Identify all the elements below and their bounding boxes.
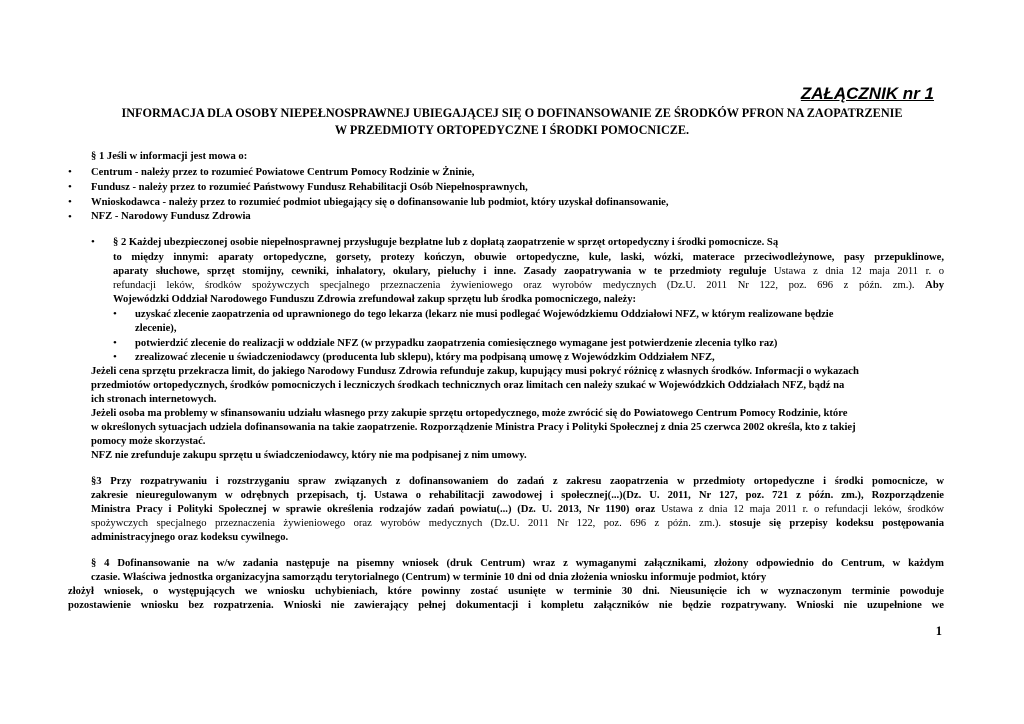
section3-line: §3 Przy rozpatrywaniu i rozstrzyganiu spraw związanych z dofinansowaniem do zadań z zakresu zaopatrzenia w przedmioty ortopedyczne i środki pomocnicze, w <box>91 476 944 487</box>
section3-line: administracyjnego oraz kodeksu cywilnego. <box>91 532 289 543</box>
bullet-icon: • <box>113 308 117 320</box>
section2-bold-text: aparaty słuchowe, sprzęt stomijny, cewniki, inhalatory, okulary, pieluchy i inne. Zasady zaopatrywania w te przedmioty reguluje <box>113 266 767 277</box>
section3-bold-text: Ministra Pracy i Polityki Społecznej w sprawie określenia rodzajów zadań powiatu(...) (Dz. U. 2013, Nr 1190) oraz <box>91 504 656 515</box>
list-item: potwierdzić zlecenie do realizacji w oddziale NFZ (w przypadku zaopatrzenia comiesięcznego wymagane jest potwierdzenie zlecenia tylko raz) <box>135 338 778 349</box>
section2-paragraph-line: NFZ nie zrefunduje zakupu sprzętu u świadczeniodawcy, który nie ma podpisanej z nim umowy. <box>91 450 527 461</box>
section2-paragraph-line: Jeżeli cena sprzętu przekracza limit, do jakiego Narodowy Fundusz Zdrowia refunduje zakup, kupujący musi pokryć różnicę z własnych środków. Informacji o wykazach <box>91 366 859 377</box>
section2-paragraph-line: przedmiotów ortopedycznych, środków pomocniczych i leczniczych środkach technicznych oraz limitach cen należy szukać w Wojewódzkich Oddziałach NFZ, bądź na <box>91 380 845 391</box>
bullet-icon: • <box>68 166 72 178</box>
document-title <box>60 105 964 139</box>
section4-line: § 4 Dofinansowanie na w/w zadania następuje na pisemny wniosek (druk Centrum) wraz z wymaganymi załącznikami, złożony odpowiednio do Centrum, w każdym <box>91 558 944 569</box>
section2-paragraph-line: w określonych sytuacjach udziela dofinansowania na takie zaopatrzenie. Rozporządzenie Ministra Pracy i Polityki Społecznej z dnia 25 czerwca 2002 określa, kto z takiej <box>91 422 856 433</box>
bullet-icon: • <box>68 181 72 193</box>
title-line-2: W PRZEDMIOTY ORTOPEDYCZNE I ŚRODKI POMOCNICZE. <box>334 123 690 137</box>
section2-paragraph-line: pomocy może skorzystać. <box>91 436 206 447</box>
title-line-1: INFORMACJA DLA OSOBY NIEPEŁNOSPRAWNEJ UBIEGAJĄCEJ SIĘ O DOFINANSOWANIE ZE ŚRODKÓW PFRON NA ZAOPATRZENIE <box>121 106 903 120</box>
list-item: zlecenie), <box>135 323 177 334</box>
section3-bold-text: stosuje się przepisy kodeksu postępowania <box>729 518 944 529</box>
section2-normal-text: refundacji leków, środków spożywczych specjalnego przeznaczenia żywieniowego oraz wyrobów medycznych (Dz.U. 2011 Nr 122, poz. 696 z późn. zm.). <box>113 280 915 291</box>
bullet-icon: • <box>68 211 72 223</box>
section3-normal-text: Ustawa z dnia 12 maja 2011 r. o refundacji leków, środków <box>661 504 944 515</box>
section3-normal-text: spożywczych specjalnego przeznaczenia żywieniowego oraz wyrobów medycznych (Dz.U. 2011 Nr 122, poz. 696 z późn. zm.). <box>91 518 722 529</box>
section2-bold-text: Aby <box>925 280 945 291</box>
section3-line <box>91 517 944 531</box>
attachment-label: ZAŁĄCZNIK nr 1 <box>800 84 934 103</box>
section1-intro: § 1 Jeśli w informacji jest mowa o: <box>91 151 248 162</box>
section2-line <box>113 279 944 293</box>
section3-line: zakresie nieuregulowanym w odrębnych przepisach, tj. Ustawa o rehabilitacji zawodowej i społecznej(...)(Dz. U. 2011, Nr 127, poz. 721 z późn. zm.), Rozporządzenie <box>91 490 944 501</box>
section3-line <box>91 503 944 517</box>
page-number: 1 <box>935 624 942 638</box>
definition-item: NFZ - Narodowy Fundusz Zdrowia <box>91 211 251 222</box>
section2-line <box>113 265 944 279</box>
section4-line: złożył wniosek, o występujących we wniosku uchybieniach, które powinny zostać usunięte w terminie 30 dni. Nieusunięcie ich w wyznaczonym terminie powoduje <box>68 586 944 597</box>
section4-line: czasie. Właściwa jednostka organizacyjna samorządu terytorialnego (Centrum) w terminie 10 dni od dnia złożenia wniosku informuje podmiot, który <box>91 572 767 583</box>
bullet-icon: • <box>91 236 95 248</box>
section2-paragraph-line: ich stronach internetowych. <box>91 394 217 405</box>
bullet-icon: • <box>113 351 117 363</box>
definition-item: Centrum - należy przez to rozumieć Powiatowe Centrum Pomocy Rodzinie w Żninie, <box>91 167 475 178</box>
section2-line: to między innymi: aparaty ortopedyczne, gorsety, protezy kończyn, obuwie ortopedyczne, kule, laski, wózki, materace przeciwodleżynowe, pasy przepuklinowe, <box>113 252 944 263</box>
bullet-icon: • <box>113 337 117 349</box>
list-item: zrealizować zlecenie u świadczeniodawcy (producenta lub sklepu), który ma podpisaną umowę z Wojewódzkim Oddziałem NFZ, <box>135 352 715 363</box>
section2-line: Wojewódzki Oddział Narodowego Funduszu Zdrowia zrefundował zakup sprzętu lub środka pomocniczego, należy: <box>113 294 637 305</box>
definition-item: Fundusz - należy przez to rozumieć Państwowy Fundusz Rehabilitacji Osób Niepełnosprawnych, <box>91 182 528 193</box>
section2-paragraph-line: Jeżeli osoba ma problemy w sfinansowaniu udziału własnego przy zakupie sprzętu ortopedycznego, może zwrócić się do Powiatowego Centrum Pomocy Rodzinie, które <box>91 408 848 419</box>
section2-line: § 2 Każdej ubezpieczonej osobie niepełnosprawnej przysługuje bezpłatne lub z dopłatą zaopatrzenie w sprzęt ortopedyczny i środki pomocnicze. Są <box>113 237 779 248</box>
section4-line: pozostawienie wniosku bez rozpatrzenia. Wnioski nie zawierający pełnej dokumentacji i kompletu załączników nie będzie rozpatrywany. Wnioski nie uzupełnione we <box>68 600 944 611</box>
definition-item: Wnioskodawca - należy przez to rozumieć podmiot ubiegający się o dofinansowanie lub podmiot, który uzyskał dofinansowanie, <box>91 197 669 208</box>
list-item: uzyskać zlecenie zaopatrzenia od uprawnionego do tego lekarza (lekarz nie musi podlegać Wojewódzkiemu Oddziałowi NFZ, w którym realizowane będzie <box>135 309 834 320</box>
bullet-icon: • <box>68 196 72 208</box>
section2-normal-text: Ustawa z dnia 12 maja 2011 r. o <box>773 266 944 277</box>
